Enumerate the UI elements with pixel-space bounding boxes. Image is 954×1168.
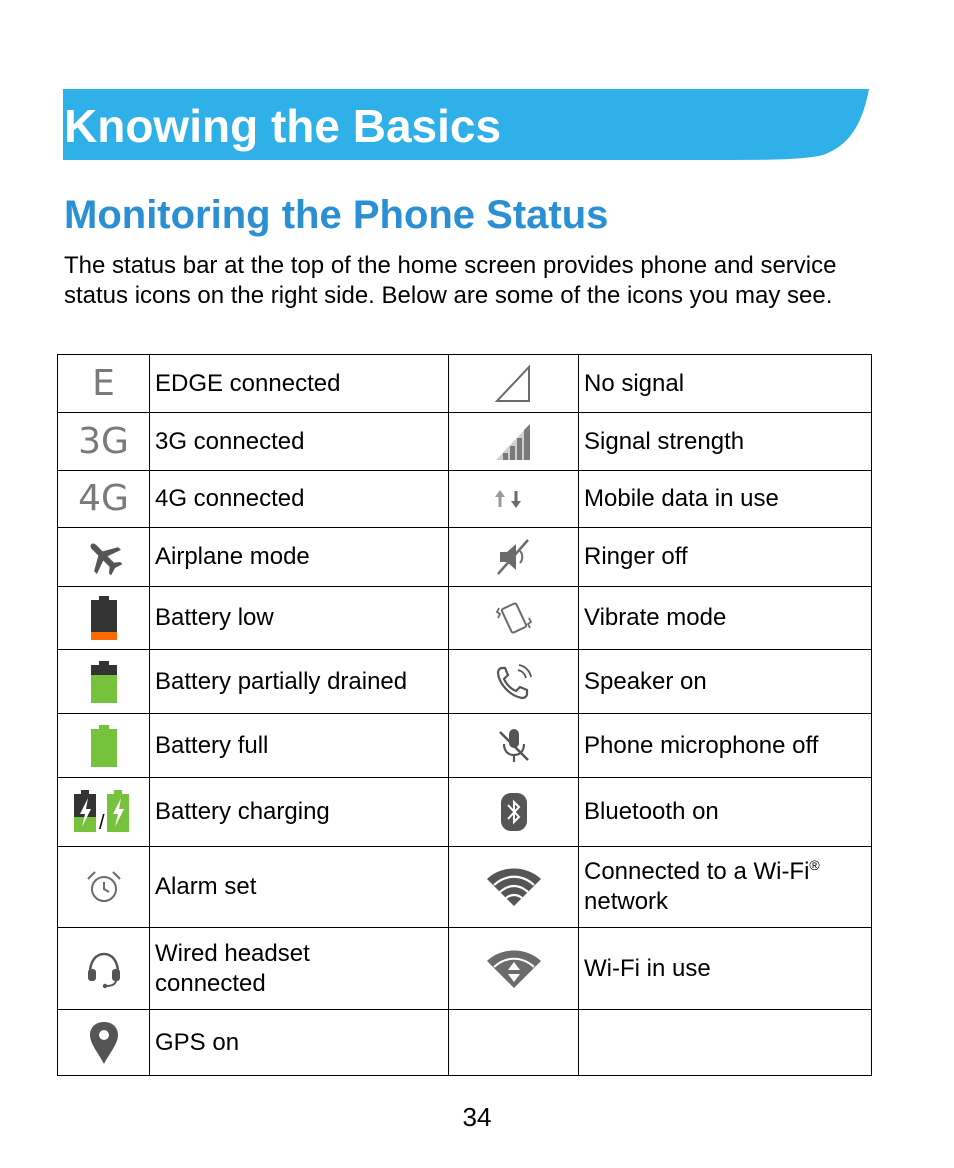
label-cell: 4G connected	[150, 471, 449, 528]
signal-strength-icon	[494, 422, 534, 462]
intro-paragraph: The status bar at the top of the home screen provides phone and service status icons on the right side. Below are some of the icons you may see.	[64, 252, 837, 309]
label-cell: Bluetooth on	[579, 778, 872, 847]
icon-cell	[58, 355, 150, 413]
speaker-icon	[494, 662, 534, 702]
vibrate-icon	[494, 598, 534, 638]
icon-cell	[58, 714, 150, 778]
wifi-in-use-icon	[486, 948, 542, 990]
label-cell: Battery full	[150, 714, 449, 778]
icon-cell	[58, 413, 150, 471]
label-cell: Signal strength	[579, 413, 872, 471]
table-row	[58, 528, 872, 587]
battery-charging-icon	[72, 789, 136, 835]
icon-cell	[449, 847, 579, 928]
icon-cell	[58, 928, 150, 1010]
no-signal-icon	[494, 364, 534, 404]
table-row	[58, 650, 872, 714]
page-number: 34	[462, 1102, 492, 1132]
icon-cell	[58, 778, 150, 847]
icon-cell	[449, 413, 579, 471]
label-cell: Ringer off	[579, 528, 872, 587]
registered-mark: ®	[809, 857, 820, 873]
wifi-icon	[486, 866, 542, 908]
label-cell: EDGE connected	[150, 355, 449, 413]
table-row	[58, 413, 872, 471]
label-cell	[150, 928, 449, 1010]
label-cell: GPS on	[150, 1010, 449, 1076]
edge-icon: E	[92, 362, 115, 404]
charging-separator: /	[98, 812, 105, 834]
table-row	[58, 928, 872, 1010]
section-title: Monitoring the Phone Status	[64, 193, 609, 237]
chapter-title: Knowing the Basics	[64, 100, 502, 152]
icon-cell	[58, 587, 150, 650]
4g-icon: 4G	[78, 478, 129, 519]
mic-off-icon	[494, 726, 534, 766]
gps-icon	[88, 1020, 120, 1066]
label-cell: Airplane mode	[150, 528, 449, 587]
table-row	[58, 778, 872, 847]
table-row	[58, 587, 872, 650]
battery-full-icon	[89, 724, 119, 768]
icon-cell	[58, 528, 150, 587]
label-cell: Vibrate mode	[579, 587, 872, 650]
label-cell: Phone microphone off	[579, 714, 872, 778]
table-row	[58, 847, 872, 928]
label-line-1: Wired headset	[155, 939, 310, 967]
empty-label-cell	[579, 1010, 872, 1076]
label-line-2: connected	[155, 969, 266, 997]
icon-cell	[449, 650, 579, 714]
label-line-2: network	[584, 888, 669, 915]
icon-cell	[449, 587, 579, 650]
icon-cell	[58, 471, 150, 528]
table-row	[58, 471, 872, 528]
battery-low-icon	[89, 595, 119, 641]
airplane-icon	[84, 537, 124, 577]
alarm-icon	[84, 867, 124, 907]
empty-icon-cell	[449, 1010, 579, 1076]
icon-cell	[58, 650, 150, 714]
label-cell: Speaker on	[579, 650, 872, 714]
table-row	[58, 1010, 872, 1076]
label-cell: No signal	[579, 355, 872, 413]
icon-cell	[449, 355, 579, 413]
status-icon-table	[57, 354, 872, 1076]
label-cell: Battery low	[150, 587, 449, 650]
table-row	[58, 355, 872, 413]
3g-icon: 3G	[78, 420, 129, 462]
label-cell: Wi-Fi in use	[579, 928, 872, 1010]
icon-cell	[449, 471, 579, 528]
label-cell: Battery charging	[150, 778, 449, 847]
label-line-1: Connected to a Wi-Fi	[584, 858, 810, 885]
icon-cell	[58, 847, 150, 928]
icon-cell	[449, 778, 579, 847]
mobile-data-icon	[494, 487, 534, 511]
bluetooth-icon	[499, 791, 529, 833]
label-cell: Battery partially drained	[150, 650, 449, 714]
label-cell: 3G connected	[150, 413, 449, 471]
ringer-off-icon	[494, 537, 534, 577]
headset-icon	[84, 949, 124, 989]
icon-cell	[449, 528, 579, 587]
icon-cell	[58, 1010, 150, 1076]
label-cell: Mobile data in use	[579, 471, 872, 528]
table-row	[58, 714, 872, 778]
label-cell: Alarm set	[150, 847, 449, 928]
label-cell	[579, 847, 872, 928]
icon-cell	[449, 928, 579, 1010]
icon-cell	[449, 714, 579, 778]
battery-partial-icon	[89, 660, 119, 704]
